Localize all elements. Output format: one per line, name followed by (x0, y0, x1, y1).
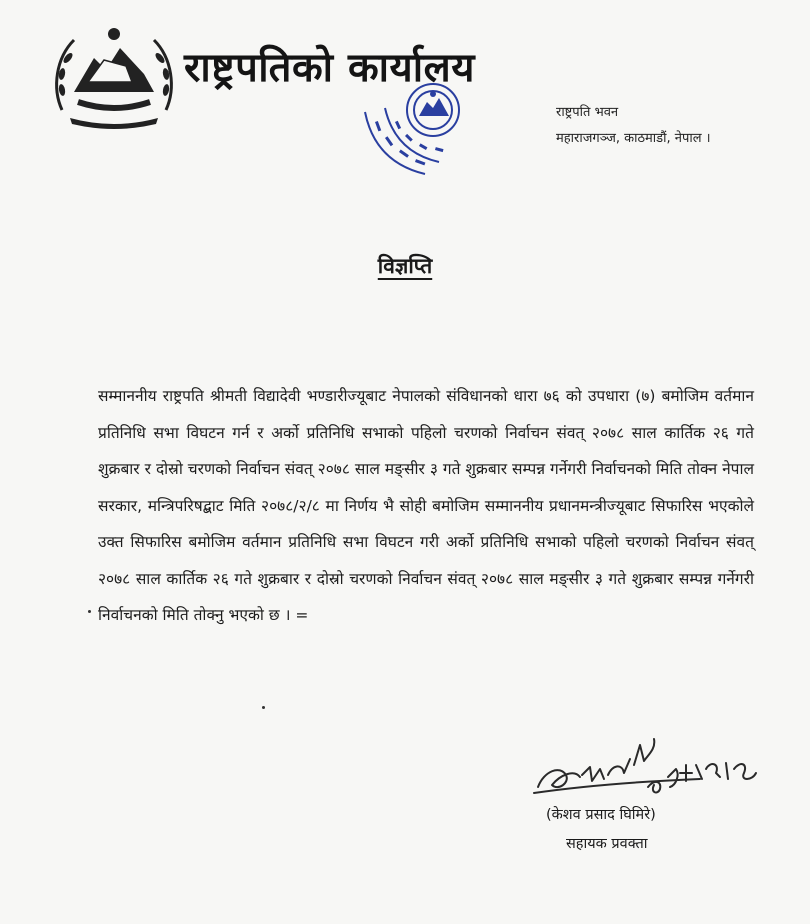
office-address (556, 100, 711, 152)
stray-mark (262, 706, 265, 709)
notice-body: सम्माननीय राष्ट्रपति श्रीमती विद्यादेवी भण्डारीज्यूबाट नेपालको संविधानको धारा ७६ को उपधारा (७) बमोजिम वर्तमान प्रतिनिधि सभा विघटन गर्न र अर्को प्रतिनिधि सभाको पहिलो चरणको निर्वाचन संवत् २०७८ साल कार्तिक २६ गते शुक्रबार र दोस्रो चरणको निर्वाचन संवत् २०७८ साल मङ्सीर ३ गते शुक्रबार सम्पन्न गर्नेगरी निर्वाचनको मिति तोक्न नेपाल सरकार, मन्त्रिपरिषद्बाट मिति २०७८/२/८ मा निर्णय भै सोही बमोजिम सम्माननीय प्रधानमन्त्रीज्यूबाट सिफारिस भएकोले उक्त सिफारिस बमोजिम वर्तमान प्रतिनिधि सभा विघटन गरी अर्को प्रतिनिधि सभाको पहिलो चरणको निर्वाचन संवत् २०७८ साल कार्तिक २६ गते शुक्रबार र दोस्रो चरणको निर्वाचन संवत् २०७८ साल मङ्सीर ३ गते शुक्रबार सम्पन्न गर्नेगरी निर्वाचनको मिति तोक्नु भएको छ । = (98, 387, 754, 624)
signer-name: (केशव प्रसाद घिमिरे) (546, 807, 656, 823)
office-title: राष्ट्रपतिको कार्यालय (184, 45, 475, 91)
stray-mark (88, 610, 91, 613)
notice-heading-text: विज्ञप्ति (377, 254, 433, 278)
office-stamp-icon (355, 82, 485, 187)
signer-designation: सहायक प्रवक्ता (566, 836, 648, 852)
notice-heading (0, 252, 810, 280)
nepal-emblem-icon (48, 18, 180, 130)
address-line-2: महाराजगञ्ज, काठमाडौं, नेपाल । (556, 131, 711, 146)
handwritten-signature-icon (530, 735, 770, 805)
address-line-1: राष्ट्रपति भवन (556, 105, 619, 120)
